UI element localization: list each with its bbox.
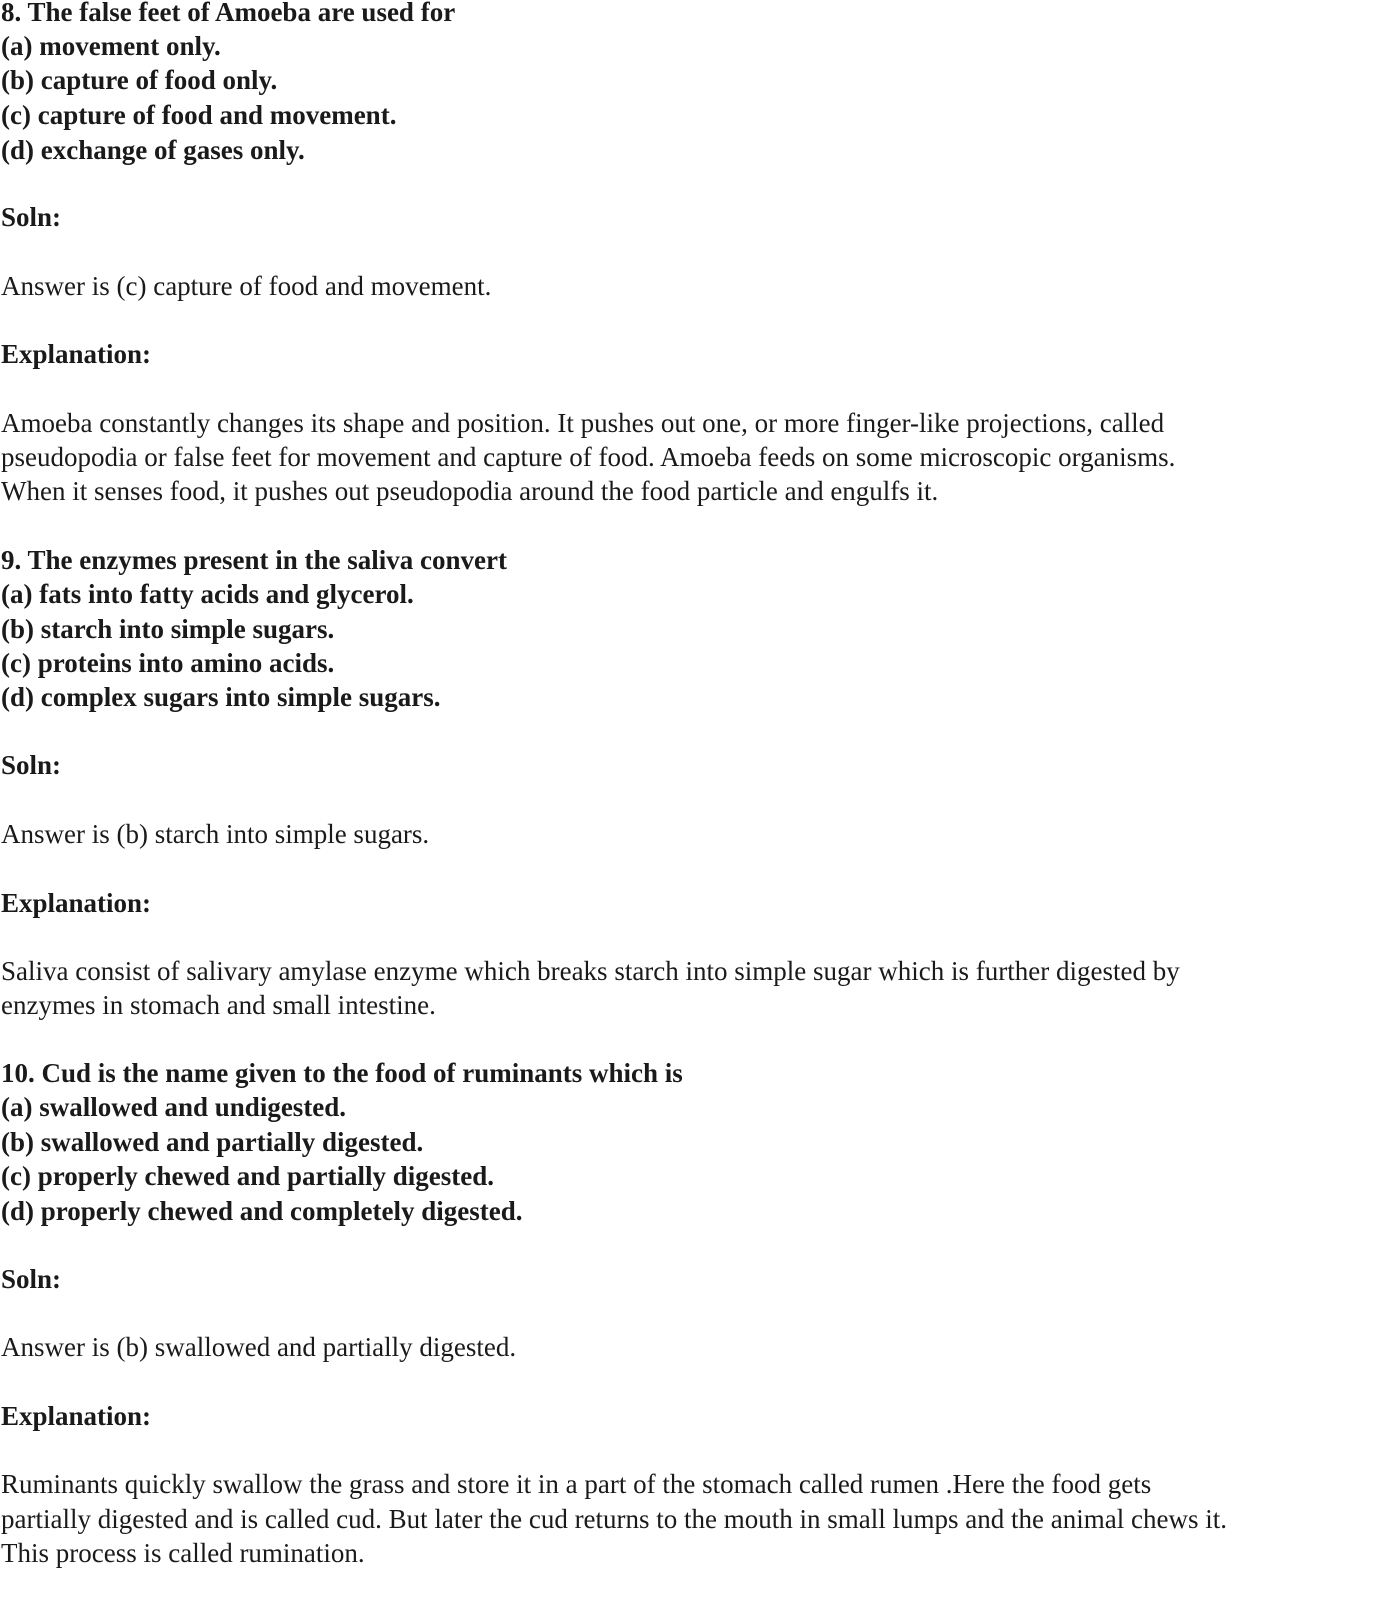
question-8-option-d: (d) exchange of gases only. (1, 135, 305, 165)
question-10-explanation-line-1: Ruminants quickly swallow the grass and store it in a part of the stomach called rumen .Here the food gets (1, 1469, 1152, 1499)
question-8-option-c: (c) capture of food and movement. (1, 100, 397, 130)
question-10-option-b: (b) swallowed and partially digested. (1, 1127, 424, 1157)
question-8-explanation-line-1: Amoeba constantly changes its shape and position. It pushes out one, or more finger-like projections, called (1, 408, 1165, 438)
question-10-answer: Answer is (b) swallowed and partially digested. (1, 1332, 517, 1362)
question-8-option-b: (b) capture of food only. (1, 65, 278, 95)
question-9-soln-label: Soln: (1, 750, 62, 780)
question-8-soln-label: Soln: (1, 202, 62, 232)
question-10-explanation-line-3: This process is called rumination. (1, 1538, 365, 1568)
question-10-soln-label: Soln: (1, 1264, 62, 1294)
question-9-option-a: (a) fats into fatty acids and glycerol. (1, 579, 414, 609)
question-10-explanation-label: Explanation: (1, 1401, 152, 1431)
question-8-title: 8. The false feet of Amoeba are used for (1, 0, 456, 27)
question-9-explanation-label: Explanation: (1, 888, 152, 918)
question-8-explanation-line-2: pseudopodia or false feet for movement and capture of food. Amoeba feeds on some microscopic organisms. (1, 442, 1176, 472)
question-8-option-a: (a) movement only. (1, 31, 221, 61)
question-9-answer: Answer is (b) starch into simple sugars. (1, 819, 430, 849)
question-9-option-b: (b) starch into simple sugars. (1, 614, 335, 644)
question-9-option-d: (d) complex sugars into simple sugars. (1, 682, 441, 712)
question-8-answer: Answer is (c) capture of food and movement. (1, 271, 492, 301)
question-10-option-c: (c) properly chewed and partially digested. (1, 1161, 494, 1191)
question-10-title: 10. Cud is the name given to the food of ruminants which is (1, 1058, 683, 1088)
question-9-explanation-line-1: Saliva consist of salivary amylase enzyme which breaks starch into simple sugar which is further digested by (1, 956, 1180, 986)
question-10-explanation-line-2: partially digested and is called cud. But later the cud returns to the mouth in small lumps and the animal chews it. (1, 1504, 1227, 1534)
question-8-explanation-label: Explanation: (1, 339, 152, 369)
question-10-option-d: (d) properly chewed and completely digested. (1, 1196, 523, 1226)
question-9-title: 9. The enzymes present in the saliva convert (1, 545, 507, 575)
question-9-explanation-line-2: enzymes in stomach and small intestine. (1, 990, 436, 1020)
question-8-explanation-line-3: When it senses food, it pushes out pseudopodia around the food particle and engulfs it. (1, 476, 939, 506)
question-9-option-c: (c) proteins into amino acids. (1, 648, 335, 678)
question-10-option-a: (a) swallowed and undigested. (1, 1092, 347, 1122)
